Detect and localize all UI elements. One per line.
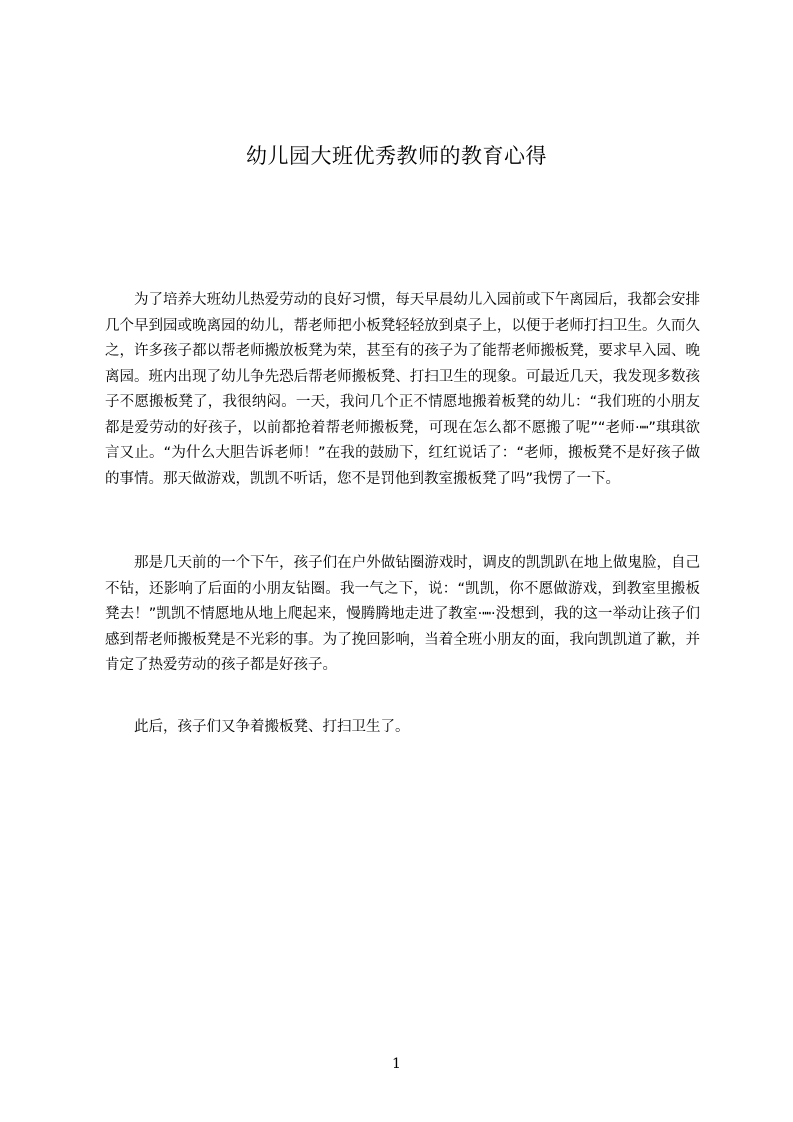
paragraph-block-1 xyxy=(105,288,700,492)
paragraph: 为了培养大班幼儿热爱劳动的良好习惯，每天早晨幼儿入园前或下午离园后，我都会安排几个早到园或晚离园的幼儿，帮老师把小板凳轻轻放到桌子上，以便于老师打扫卫生。久而久之，许多孩子都以帮老师搬放板凳为荣，甚至有的孩子为了能帮老师搬板凳，要求早入园、晚离园。班内出现了幼儿争先恐后帮老师搬板凳、打扫卫生的现象。可最近几天，我发现多数孩子不愿搬板凳了，我很纳闷。一天，我问几个正不情愿地搬着板凳的幼儿：“我们班的小朋友都是爱劳动的好孩子，以前都抢着帮老师搬板凳，可现在怎么都不愿搬了呢”“老师·┉”琪琪欲言又止。“为什么大胆告诉老师！”在我的鼓励下，红红说话了：“老师，搬板凳不是好孩子做的事情。那天做游戏，凯凯不听话，您不是罚他到教室搬板凳了吗”我愣了一下。 xyxy=(105,292,700,487)
paragraph-block-3 xyxy=(105,715,700,741)
paragraph: 那是几天前的一个下午，孩子们在户外做钻圈游戏时，调皮的凯凯趴在地上做鬼脸，自己不钻，还影响了后面的小朋友钻圈。我一气之下，说：“凯凯，你不愿做游戏，到教室里搬板凳去！”凯凯不情愿地从地上爬起来，慢腾腾地走进了教室·┉·没想到，我的这一举动让孩子们感到帮老师搬板凳是不光彩的事。为了挽回影响，当着全班小朋友的面，我向凯凯道了歉，并肯定了热爱劳动的孩子都是好孩子。 xyxy=(105,555,700,673)
paragraph: 此后，孩子们又争着搬板凳、打扫卫生了。 xyxy=(134,719,410,735)
document-title: 幼儿园大班优秀教师的教育心得 xyxy=(246,144,547,168)
page-number: 1 xyxy=(392,1056,401,1072)
paragraph-block-2 xyxy=(105,551,700,679)
